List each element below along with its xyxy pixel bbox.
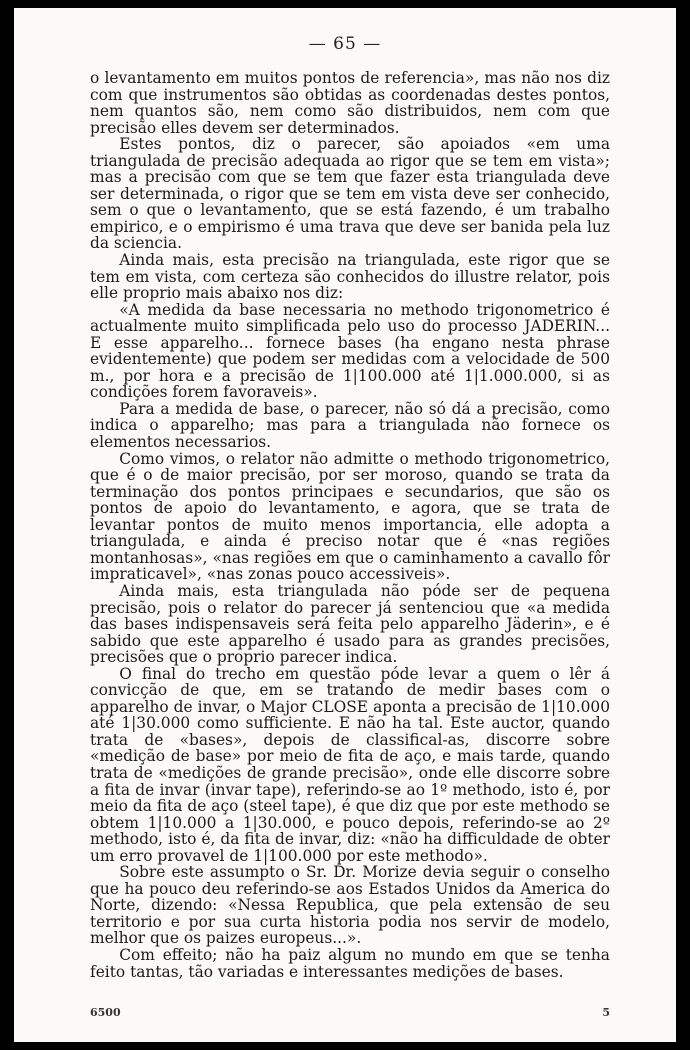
- paragraph: Estes pontos, diz o parecer, são apoiados «em uma triangulada de precisão adequada ao rigor que se tem em vista»; mas a precisão com que se tem que fazer esta triangulada deve ser determinada, o rigor que se tem em vista deve ser conhecido, sem o que o levantamento, que se está fazendo, é um trabalho empirico, e o empirismo é uma trava que deve ser banida pela luz da sciencia.: [90, 135, 610, 253]
- paragraph: O final do trecho em questão póde levar a quem o lêr á convicção de que, em se tratando de medir bases com o apparelho de invar, o Major CLOSE aponta a precisão de 1|10.000 até 1|30.000 como sufficiente. E não ha tal. Este auctor, quando trata de «bases», depois de classifical-as, discorre sobre «medição de base» por meio de fita de aço, e mais tarde, quando trata de «medições de grande precisão», onde elle discorre sobre a fita de invar (invar tape), referindo-se ao 1º methodo, isto é, por meio da fita de aço (steel tape), é que diz que por este methodo se obtem 1|10.000 a 1|30.000, e pouco depois, referindo-se ao 2º methodo, isto é, da fita de invar, diz: «não ha difficuldade de obter um erro provavel de 1|100.000 por este methodo».: [90, 664, 610, 865]
- body-text: [90, 70, 610, 980]
- paragraph: «A medida da base necessaria no methodo trigonometrico é actualmente muito simplificada pelo uso do processo JADERIN... E esse apparelho... fornece bases (ha engano nesta phrase evidentemente) que podem ser medidas com a velocidade de 500 m., por hora e a precisão de 1|100.000 até 1|1.000.000, si as condições forem favoraveis».: [90, 300, 610, 402]
- paragraph: o levantamento em muitos pontos de referencia», mas não nos diz com que instrumentos são obtidas as coordenadas destes pontos, nem quantos são, nem como são distribuidos, nem com que precisão elles devem ser determinados.: [90, 69, 610, 137]
- document-page: [14, 8, 676, 1042]
- paragraph: Para a medida de base, o parecer, não só dá a precisão, como indica o apparelho; mas para a triangulada não fornece os elementos necessarios.: [90, 399, 610, 452]
- sheet-signature: 5: [602, 1006, 610, 1019]
- paragraph: Sobre este assumpto o Sr. Dr. Morize devia seguir o conselho que ha pouco deu referindo-se aos Estados Unidos da America do Norte, dizendo: «Nessa Republica, que pela extensão de seu territorio e por sua curta historia podia nos servir de modelo, melhor que os paizes europeus...».: [90, 863, 610, 948]
- paragraph: Ainda mais, esta triangulada não póde ser de pequena precisão, pois o relator do parecer já sentenciou que «a medida das bases indispensaveis será feita pelo apparelho Jäderin», e é sabido que este apparelho é usado para as grandes precisões, precisões que o proprio parecer indica.: [90, 581, 610, 667]
- paragraph: Com effeito; não ha paiz algum no mundo em que se tenha feito tantas, tão variadas e interessantes medições de bases.: [90, 945, 610, 981]
- page-number: — 65 —: [308, 34, 382, 54]
- paragraph: Ainda mais, esta precisão na triangulada, este rigor que se tem em vista, com certeza são conhecidos do illustre relator, pois elle proprio mais abaixo nos diz:: [90, 251, 610, 303]
- paragraph: Como vimos, o relator não admitte o methodo trigonometrico, que é o de maior precisão, por ser moroso, quando se trata da terminação dos pontos principaes e secundarios, que são os pontos de apoio do levantamento, e agora, que se trata de levantar pontos de muito menos importancia, elle adopta a triangulada, e ainda é preciso notar que é «nas regiões montanhosas», «nas regiões em que o caminhamento a cavallo fôr impraticavel», «nas zonas pouco accessiveis».: [90, 449, 610, 584]
- printer-signature: 6500: [90, 1006, 121, 1019]
